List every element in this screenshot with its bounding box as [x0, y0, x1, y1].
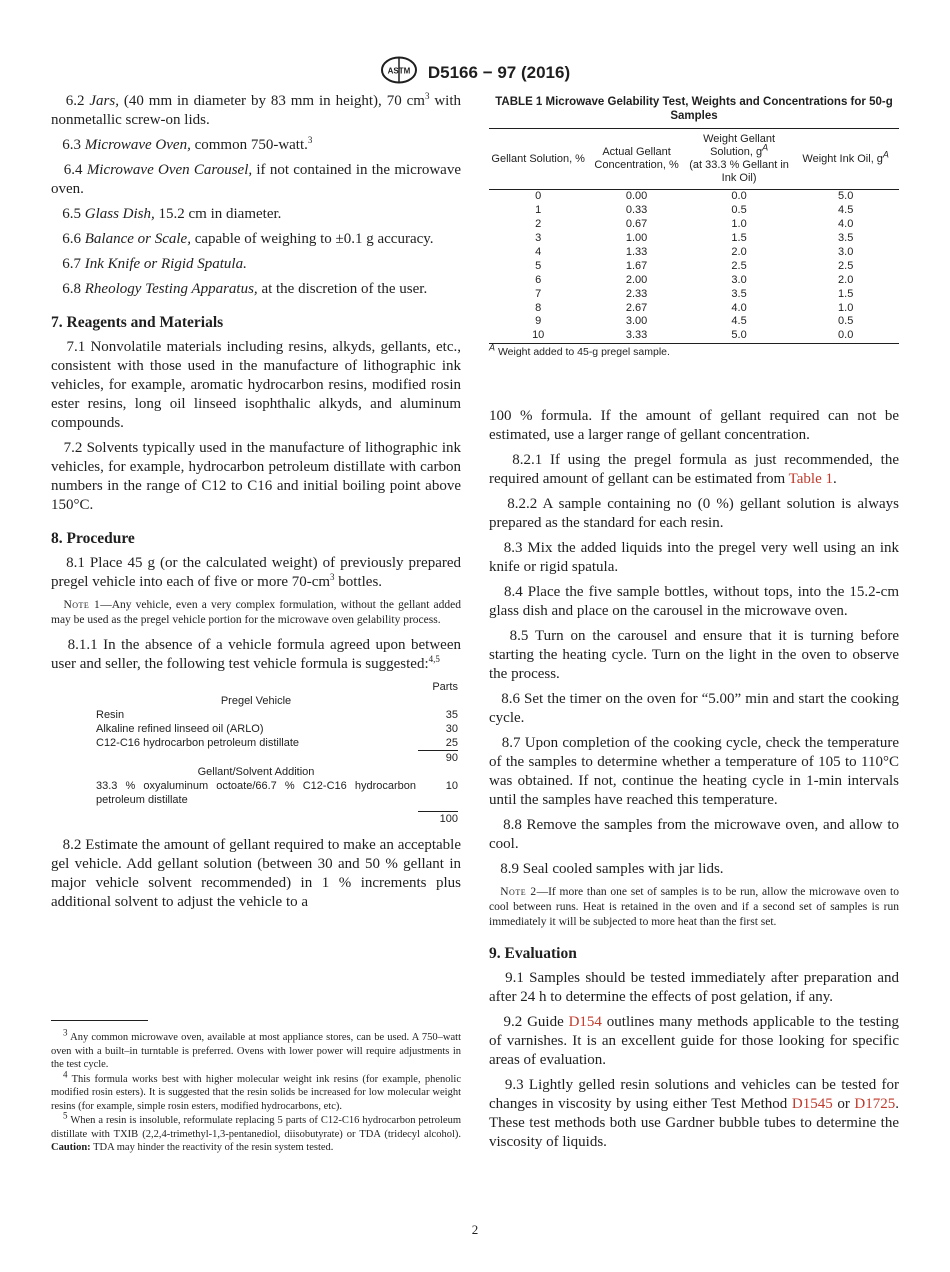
table1-cell: 0.67 — [625, 218, 648, 231]
para-9-1: 9.1 Samples should be tested immediately after preparation and after 24 h to determine the effects of post gelation, if any. — [489, 970, 900, 1005]
para-6-3: 6.3 Microwave Oven, common 750-watt.$^3$ — [62, 135, 313, 153]
table1-cell: 7 — [535, 287, 542, 300]
table1-cell: 1.0 — [838, 301, 854, 314]
page-header — [0, 56, 950, 89]
para-8-2-2: 8.2.2 A sample containing no (0 %) gellant solution is always prepared as the standard for each resin. — [489, 496, 899, 531]
para-8-7: 8.7 Upon completion of the cooking cycle, check the temperature of the samples to determine whether a temperature of 105 to 110°C was obtained. If not, continue the heating cycle in 1-min intervals until the samples have reached this temperature. — [489, 735, 900, 808]
para-6-4: 6.4 Microwave Oven Carousel, if not contained in the microwave oven. — [51, 162, 461, 197]
footnote-5: $^5$ When a resin is insoluble, reformulate replacing 5 parts of C12-C16 hydrocarbon petroleum distillate with TXIB (2,2,4-trimethyl-1,3-pentanediol, diisobutyrate) or TDA (tridecyl alcohol). Caution: TDA may hinder the reactivity of the resin system tested. — [51, 1110, 462, 1153]
right-column — [489, 407, 899, 1158]
table1-row — [489, 287, 899, 301]
table1-cell: 4.5 — [731, 315, 747, 328]
para-6-8: 6.8 Rheology Testing Apparatus, at the discretion of the user. — [62, 281, 428, 297]
para-9-3: 9.3 Lightly gelled resin solutions and vehicles can be tested for changes in viscosity by using either Test Method D1545 or D1725. These test methods both use Gardner bubble tubes to determine the viscosity of liquids. — [489, 1077, 900, 1150]
table1-row — [489, 259, 899, 273]
table1-cell: 3.00 — [625, 315, 648, 328]
vehicle-row: 33.3 % oxyaluminum octoate/66.7 % C12-C16 hydrocarbon petroleum distillate 10 — [96, 780, 458, 806]
table1-cell: 9 — [535, 315, 542, 328]
designation: D5166 − 97 (2016) — [427, 62, 571, 82]
table1-cell: 0.0 — [792, 329, 899, 343]
para-6-5: 6.5 Glass Dish, 15.2 cm in diameter. — [62, 206, 282, 222]
para-8-1: 8.1 Place 45 g (or the calculated weight) of previously prepared pregel vehicle into each of five or more $70-cm^3$ bottles. — [51, 555, 462, 590]
table1-cell: 3.33 — [587, 329, 685, 343]
table1-cell: 1.5 — [731, 232, 747, 245]
table1-row — [489, 301, 899, 315]
table1-col-header: Gellant Solution, % — [489, 129, 587, 190]
table1-cell: 1.0 — [731, 218, 747, 231]
note-2: Note 2—If more than one set of samples is to be run, allow the microwave oven to cool between runs. Heat is retained in the oven and if a second set of samples is run immediately it will be subjected to more heat than the first set. — [489, 886, 899, 928]
para-8-2: 8.2 Estimate the amount of gellant required to make an acceptable gel vehicle. Add gellant solution (between 30 and 50 % gellant in major vehicle solvent recommended) in 1 % increments plus additional solvent to adjust the vehicle to a — [51, 837, 461, 910]
table1-row — [489, 204, 899, 218]
para-8-6: 8.6 Set the timer on the oven for “5.00” min and start the cooking cycle. — [489, 691, 900, 726]
table1-cell: 2.00 — [625, 273, 648, 286]
table1-cell: 3.5 — [838, 232, 854, 245]
table1-row — [489, 190, 899, 204]
table1-cell: 2 — [535, 218, 542, 231]
parts-header: Parts — [432, 681, 458, 693]
table1-cell: 8 — [535, 301, 542, 314]
table1-cell: 0.5 — [838, 315, 854, 328]
table1-cell: 0 — [535, 190, 542, 203]
table1-cell: 4.5 — [838, 204, 854, 217]
table1-cell: 3.5 — [731, 287, 747, 300]
table1-cell: 1 — [535, 204, 542, 217]
table1-cell: 4 — [535, 246, 542, 258]
footnotes — [51, 1027, 462, 1156]
para-6-6: 6.6 Balance or Scale, capable of weighing to ±0.1 g accuracy. — [62, 231, 434, 247]
table1-cell: 6 — [535, 273, 542, 286]
vehicle-row: Resin 35 — [96, 709, 458, 721]
table1-row — [489, 273, 899, 287]
vehicle-subtotal: 90 — [418, 750, 458, 765]
table1-cell: 2.0 — [838, 273, 854, 286]
section-7-heading: 7. Reagents and Materials — [51, 314, 224, 331]
table1-link[interactable]: Table 1 — [788, 471, 833, 487]
vehicle-formula-table — [96, 680, 458, 826]
table1-cell: 10 — [489, 329, 587, 343]
table1-cell: 4.0 — [731, 301, 747, 314]
note-1: Note 1—Any vehicle, even a very complex formulation, without the gellant added may be used as the pregel vehicle portion for the microwave oven gelability process. — [51, 599, 462, 626]
gellant-title: Gellant/Solvent Addition — [197, 766, 315, 778]
section-8-heading: 8. Procedure — [51, 530, 135, 547]
astm-logo-icon — [380, 56, 418, 89]
footnote-rule — [51, 1020, 148, 1021]
table1-col-header: Weight Ink Oil, $g^A$ — [792, 129, 899, 190]
table1-cell: 5.0 — [838, 190, 854, 203]
table1-footnote: $^A$ Weight added to 45-g pregel sample. — [489, 342, 670, 358]
table1-cell: 1.00 — [625, 232, 648, 245]
table1-row — [489, 218, 899, 232]
table1-cell: 3 — [535, 232, 542, 245]
footnote-3: $^3$ Any common microwave oven, available at most appliance stores, can be used. A 750–watt oven with a built–in turntable is preferred. Ovens with lower power will require adjustments in the test cycle. — [51, 1027, 462, 1070]
table1-cell: 5.0 — [686, 329, 793, 343]
table1-cell: 0.33 — [625, 204, 648, 217]
para-6-7: 6.7 Ink Knife or Rigid Spatula. — [62, 256, 247, 272]
page-number: 2 — [471, 1222, 479, 1237]
para-8-8: 8.8 Remove the samples from the microwave oven, and allow to cool. — [489, 817, 899, 852]
svg-text:ASTM: ASTM — [387, 66, 411, 76]
table1-cell: 1.33 — [625, 246, 648, 258]
table1-cell: 2.5 — [838, 259, 854, 272]
section-9-heading: 9. Evaluation — [489, 945, 577, 962]
table1 — [489, 128, 899, 344]
table1-col-header: Actual Gellant Concentration, % — [587, 129, 685, 190]
table1-cell: 2.5 — [731, 259, 747, 272]
table1-cell: 5 — [535, 259, 542, 272]
vehicle-total: 100 — [418, 811, 458, 826]
para-8-5: 8.5 Turn on the carousel and ensure that it is turning before starting the heating cycle. Turn on the light in the oven to observe the process. — [489, 628, 899, 682]
table1-cell: 0.5 — [731, 204, 747, 217]
table1-cell: 1.67 — [625, 259, 648, 272]
para-8-2-1: 8.2.1 If using the pregel formula as just recommended, the required amount of gellant can be estimated from Table 1. — [489, 452, 899, 487]
para-8-4: 8.4 Place the five sample bottles, without tops, into the 15.2-cm glass dish and place on the carousel in the microwave oven. — [489, 584, 899, 619]
para-6-2: 6.2 Jars, (40 mm in diameter by 83 mm in height), 70 $cm^3$ with nonmetallic screw-on lids. — [51, 91, 462, 128]
table1-cell: 2.0 — [731, 246, 747, 258]
table1-cell: 3.0 — [838, 246, 854, 258]
para-7-1: 7.1 Nonvolatile materials including resins, alkyds, gellants, etc., consistent with those used in the manufacture of lithographic ink vehicles, for example, aromatic hydrocarbon resins, modified rosin ester resins, long oil linseed isophthalic alkyds, and aluminum compounds. — [51, 339, 462, 431]
table1-cell: 1.5 — [838, 287, 854, 300]
d1725-link[interactable]: D1725 — [854, 1096, 896, 1112]
para-8-1-1: 8.1.1 In the absence of a vehicle formula agreed upon between user and seller, the following test vehicle formula is suggested:$^{4,5}$ — [51, 637, 461, 672]
table1-cell: 2.33 — [625, 287, 648, 300]
table1-cell: 0.00 — [625, 190, 648, 203]
vehicle-row: C12-C16 hydrocarbon petroleum distillate 25 — [96, 737, 458, 749]
table1-cell: 4.0 — [838, 218, 854, 231]
para-8-3: 8.3 Mix the added liquids into the pregel very well using an ink knife or rigid spatula. — [489, 540, 899, 575]
para-7-2: 7.2 Solvents typically used in the manufacture of lithographic ink vehicles, for example, hydrocarbon petroleum distillate with carbon numbers in the range of C12 to C16 and initial boiling point above 150°C. — [51, 440, 461, 513]
table1-row — [489, 315, 899, 329]
table1-row — [489, 329, 899, 343]
table1-cell: 3.0 — [731, 273, 747, 286]
d1545-link[interactable]: D1545 — [791, 1096, 833, 1112]
para-8-9: 8.9 Seal cooled samples with jar lids. — [500, 861, 724, 877]
table1-title: TABLE 1 Microwave Gelability Test, Weights and Concentrations for 50-g Samples — [495, 96, 893, 122]
table1-row — [489, 246, 899, 260]
table1-col-header: Weight Gellant Solution, $g^A$ (at 33.3 % Gellant in Ink Oil) — [686, 129, 793, 190]
table1-cell: 0.0 — [731, 190, 747, 203]
para-9-2: 9.2 Guide D154 outlines many methods applicable to the testing of varnishes. It is an excellent guide for those looking for specific areas of evaluation. — [489, 1014, 900, 1068]
para-8-2-cont: 100 % formula. If the amount of gellant required can not be estimated, use a larger range of gellant concentration. — [489, 408, 899, 443]
left-column — [51, 92, 461, 918]
table1-row — [489, 232, 899, 246]
pregel-title: Pregel Vehicle — [220, 695, 292, 707]
vehicle-row: Alkaline refined linseed oil (ARLO) 30 — [96, 723, 458, 735]
table1-cell: 2.67 — [625, 301, 648, 314]
d154-link[interactable]: D154 — [568, 1014, 602, 1030]
footnote-4: $^4$ This formula works best with higher molecular weight ink resins (for example, phenolic modified rosin esters). It is suggested that the resin solids be increased for low molecular weight resins (for example, simple rosin esters, modified hydrocarbons, etc). — [51, 1069, 461, 1112]
